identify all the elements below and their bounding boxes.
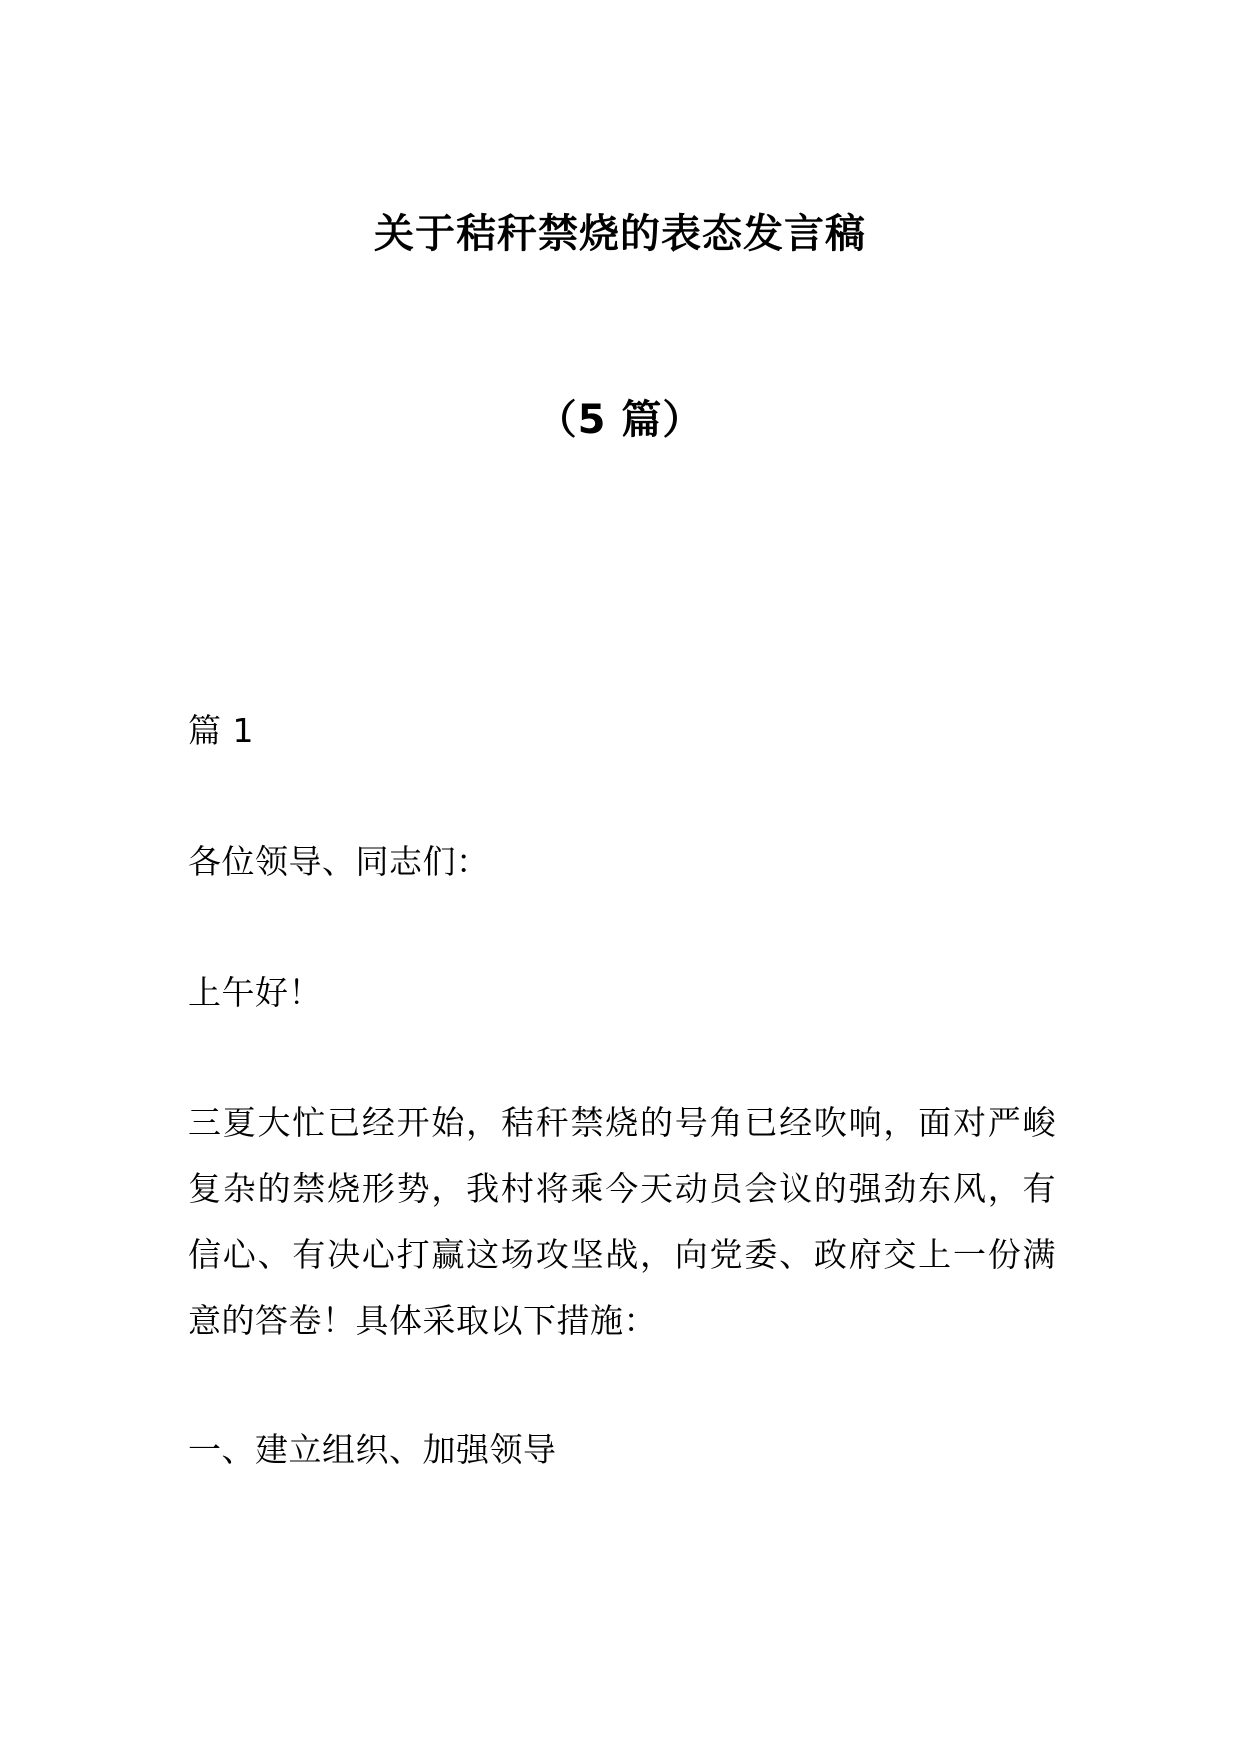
section-label: 篇 1 bbox=[188, 711, 254, 750]
body-paragraph: 三夏大忙已经开始，秸秆禁烧的号角已经吹响，面对严峻复杂的禁烧形势，我村将乘今天动员会议的强劲东风，有信心、有决心打赢这场攻坚战，向党委、政府交上一份满意的答卷！具体采取以下措施： bbox=[188, 1103, 1056, 1340]
document-subtitle: （5 篇） bbox=[536, 397, 704, 443]
greeting-line: 各位领导、同志们： bbox=[188, 842, 490, 881]
salutation-line: 上午好！ bbox=[188, 973, 322, 1012]
document-title: 关于秸秆禁烧的表态发言稿 bbox=[374, 211, 866, 257]
section-heading: 一、建立组织、加强领导 bbox=[188, 1430, 557, 1469]
